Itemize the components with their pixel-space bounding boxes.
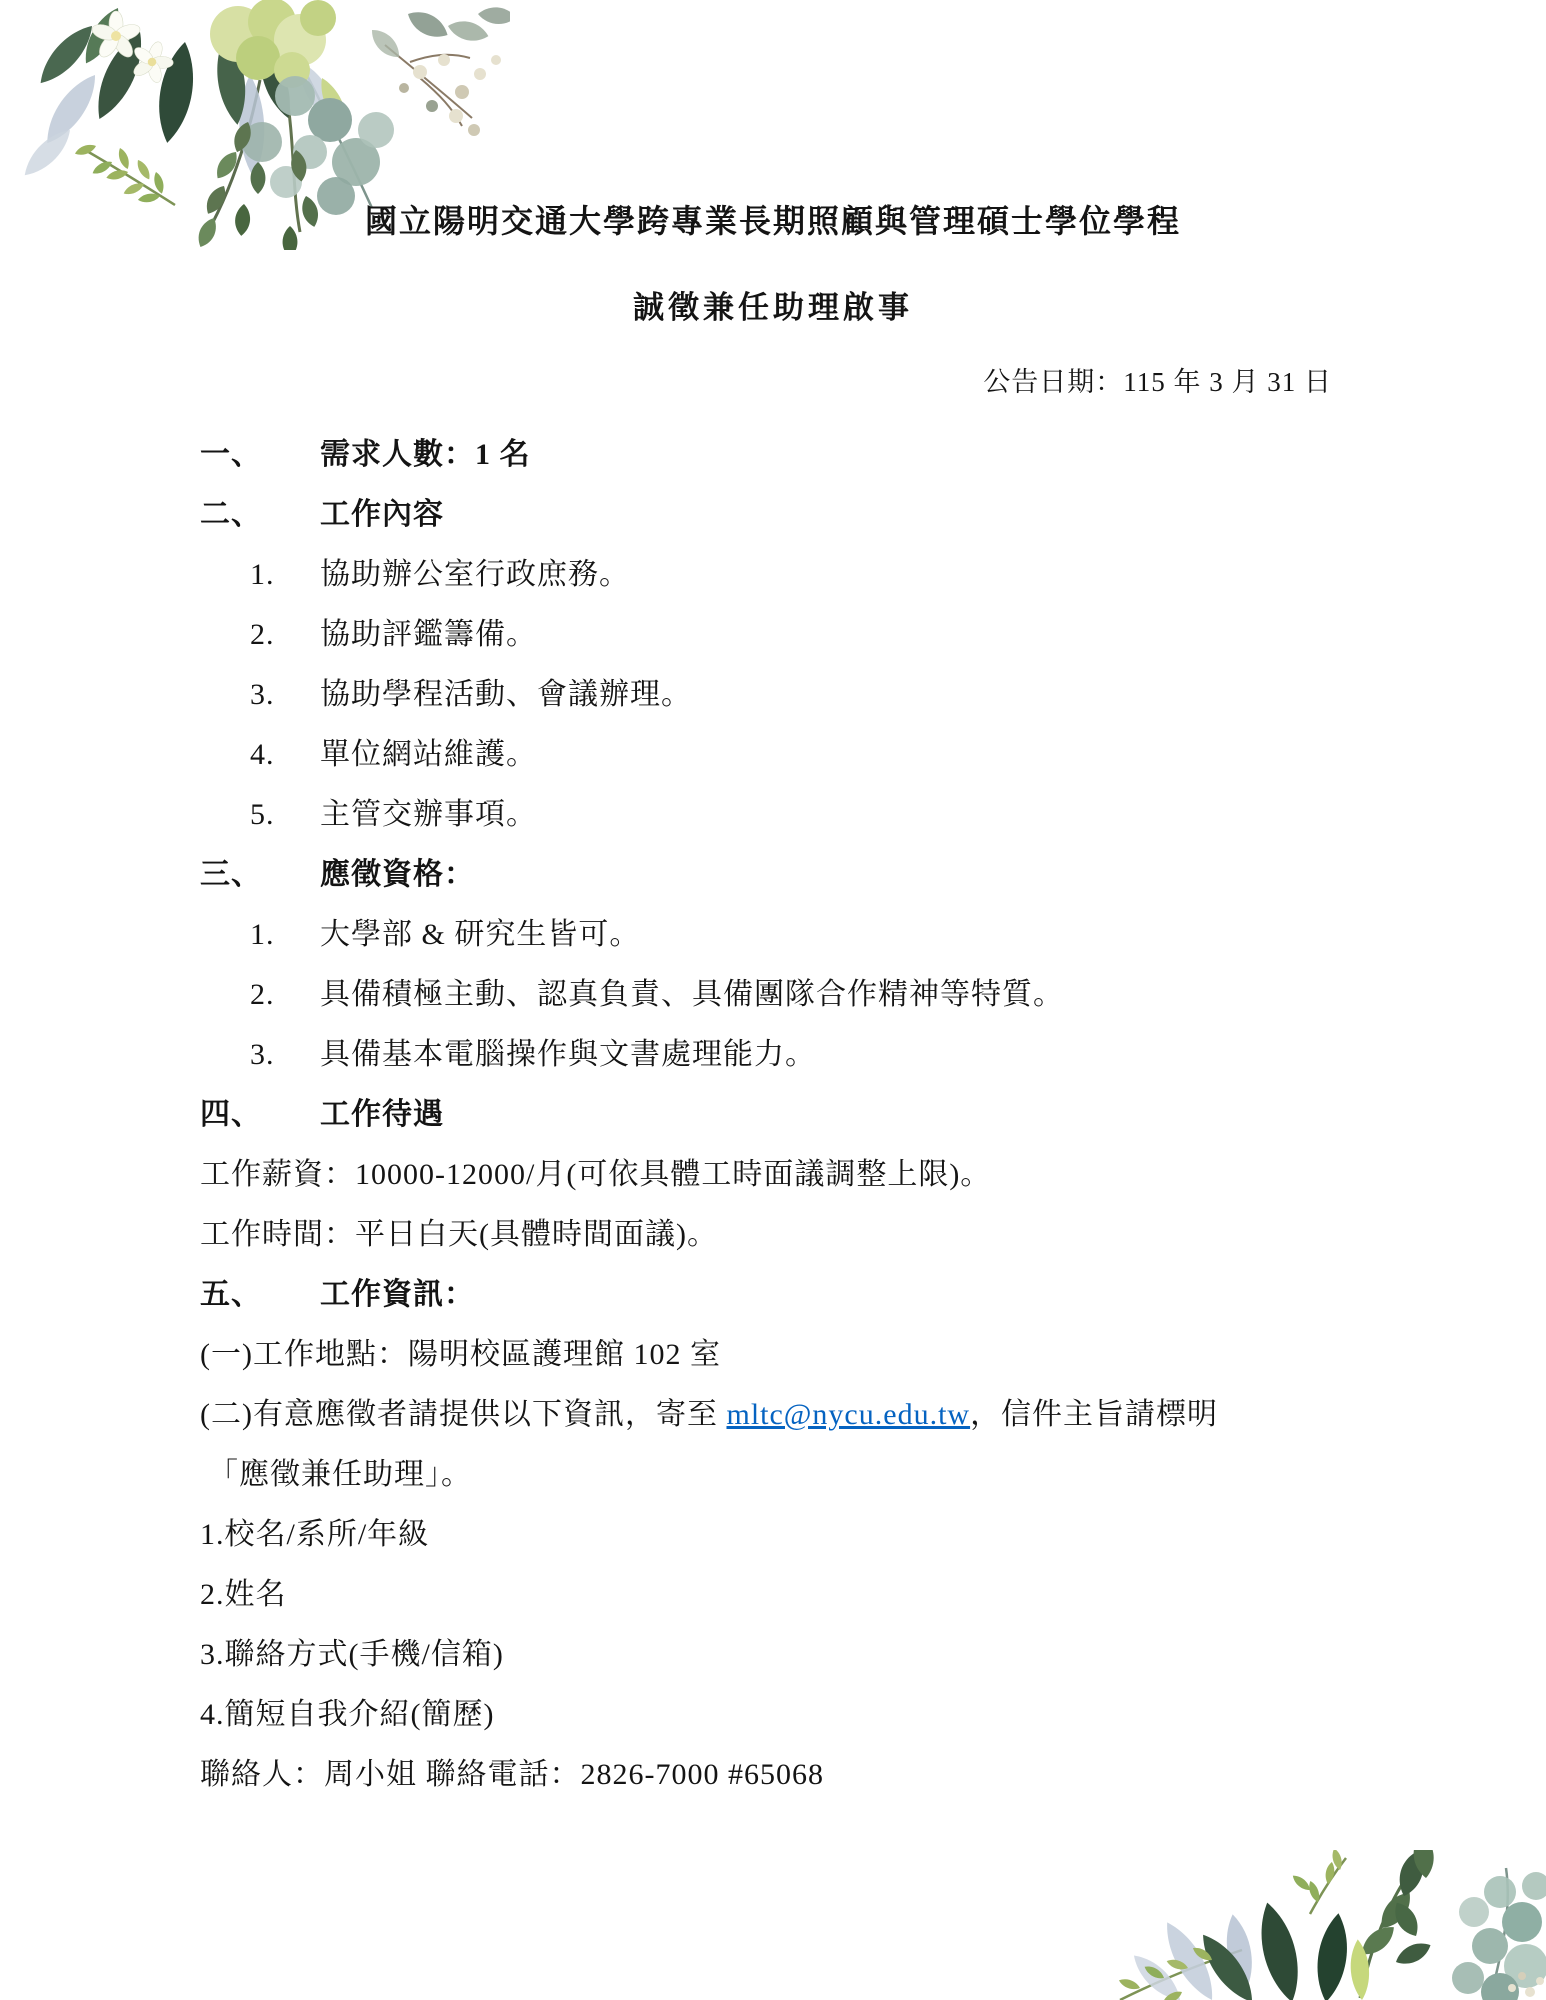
section-3-heading — [200, 845, 1506, 905]
item-text: 主管交辦事項。 — [320, 798, 537, 831]
work-item-1 — [200, 545, 1506, 605]
work-item-3 — [200, 665, 1506, 725]
info-item-2: 2.姓名 — [200, 1578, 287, 1611]
work-item-4 — [200, 725, 1506, 785]
section-3-title: 應徵資格： — [320, 858, 475, 891]
section-5-heading — [200, 1265, 1506, 1325]
email-link[interactable]: mltc@nycu.edu.tw — [726, 1398, 971, 1431]
section-1-title: 需求人數：1 名 — [320, 438, 531, 471]
qualification-item-1 — [200, 905, 1506, 965]
work-item-5 — [200, 785, 1506, 845]
document-body — [200, 425, 1506, 1805]
section-4-title: 工作待遇 — [320, 1098, 444, 1131]
item-text: 協助學程活動、會議辦理。 — [320, 678, 692, 711]
work-hours-line: 工作時間：平日白天(具體時間面議)。 — [200, 1218, 718, 1251]
mail-subject-line: 「應徵兼任助理」。 — [208, 1458, 472, 1491]
item-text: 協助評鑑籌備。 — [320, 618, 537, 651]
item-number: 4. — [250, 738, 275, 771]
info-item-4: 4.簡短自我介紹(簡歷) — [200, 1698, 495, 1731]
item-text: 具備基本電腦操作與文書處理能力。 — [320, 1038, 816, 1071]
contact-line: 聯絡人：周小姐 聯絡電話：2826-7000 #65068 — [200, 1758, 824, 1791]
section-4-marker: 四、 — [200, 1098, 262, 1131]
section-3-marker: 三、 — [200, 858, 262, 891]
announcement-date: 公告日期：115 年 3 月 31 日 — [983, 367, 1332, 397]
item-text: 協助辦公室行政庶務。 — [320, 558, 630, 591]
section-1-heading — [200, 425, 1506, 485]
qualification-item-2 — [200, 965, 1506, 1025]
apply-instruction-line — [200, 1385, 1506, 1445]
work-item-2 — [200, 605, 1506, 665]
apply-instruction-prefix: (二)有意應徵者請提供以下資訊，寄至 — [200, 1398, 727, 1431]
item-number: 1. — [250, 558, 275, 591]
qualification-item-3 — [200, 1025, 1506, 1085]
floral-decoration-bottom-right — [1060, 1850, 1546, 2000]
section-4-heading — [200, 1085, 1506, 1145]
section-2-heading — [200, 485, 1506, 545]
work-location-line: (一)工作地點：陽明校區護理館 102 室 — [200, 1338, 721, 1371]
section-2-marker: 二、 — [200, 498, 262, 531]
section-2-title: 工作內容 — [320, 498, 444, 531]
item-text: 大學部 & 研究生皆可。 — [320, 918, 641, 951]
section-1-marker: 一、 — [200, 438, 262, 471]
item-number: 1. — [250, 918, 275, 951]
section-5-marker: 五、 — [200, 1278, 262, 1311]
item-number: 2. — [250, 978, 275, 1011]
section-5-title: 工作資訊： — [320, 1278, 475, 1311]
info-item-3: 3.聯絡方式(手機/信箱) — [200, 1638, 504, 1671]
item-text: 具備積極主動、認真負責、具備團隊合作精神等特質。 — [320, 978, 1064, 1011]
item-number: 2. — [250, 618, 275, 651]
apply-instruction-suffix: ，信件主旨請標明 — [970, 1398, 1219, 1431]
document-title: 國立陽明交通大學跨專業長期照顧與管理碩士學位學程 — [364, 203, 1181, 239]
document-subtitle: 誠徵兼任助理啟事 — [633, 290, 913, 325]
item-number: 3. — [250, 678, 275, 711]
item-text: 單位網站維護。 — [320, 738, 537, 771]
salary-line: 工作薪資：10000-12000/月(可依具體工時面議調整上限)。 — [200, 1158, 992, 1191]
info-item-1: 1.校名/系所/年級 — [200, 1518, 430, 1551]
item-number: 5. — [250, 798, 275, 831]
item-number: 3. — [250, 1038, 275, 1071]
